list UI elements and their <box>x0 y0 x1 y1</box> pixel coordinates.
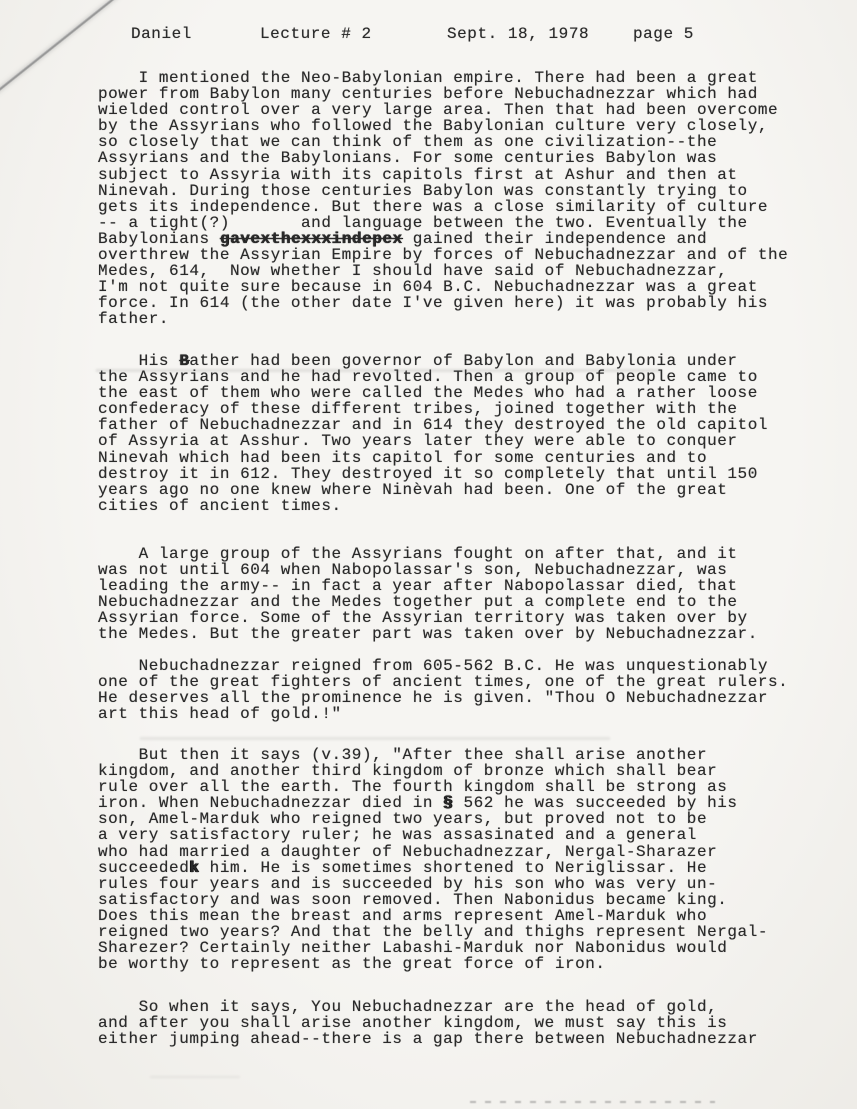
text-line: the Medes. But the greater part was taken over by Nebuchadnezzar. <box>98 625 758 644</box>
text-line: father of Nebuchadnezzar and in 614 they destroyed the old capitol <box>98 416 769 435</box>
text-line: by the Assyrians who followed the Babylonian culture very closely, <box>98 117 769 136</box>
scan-artifact-smudge <box>96 369 661 372</box>
text-line: a very satisfactory ruler; he was assasinated and a general <box>98 826 697 845</box>
text-line: satisfactory and was soon removed. Then Nabonidus became king. <box>98 890 728 909</box>
text-line: Sharezer? Certainly neither Labashi-Marduk nor Nabonidus would <box>98 939 728 958</box>
text-line: Ninevah which had been its capitol for some centuries and to <box>98 448 708 467</box>
text-line: -- a tight(?) and language between the two. Eventually the <box>98 213 748 232</box>
text-line: rules four years and is succeeded by his son who was very un- <box>98 874 718 893</box>
text-line: iron. When Nebuchadnezzar died in § 562 he was succeeded by his <box>98 794 738 813</box>
text-line: so closely that we can think of them as one civilization--the <box>98 133 718 152</box>
text-line: overthrew the Assyrian Empire by forces of Nebuchadnezzar and of the <box>98 246 789 265</box>
paragraph <box>98 658 788 722</box>
header-lecture-number: Lecture # 2 <box>260 25 372 43</box>
text-line: confederacy of these different tribes, joined together with the <box>98 400 738 419</box>
text-line: Assyrians and the Babylonians. For some centuries Babylon was <box>98 149 718 168</box>
text-line: cities of ancient times. <box>98 496 342 515</box>
text-line: the east of them who were called the Medes who had a rather loose <box>98 384 758 403</box>
text-line: Medes, 614, Now whether I should have said of Nebuchadnezzar, <box>98 262 728 281</box>
text-line: Nebuchadnezzar and the Medes together put a complete end to the <box>98 593 738 612</box>
text-line: I'm not quite sure because in 604 B.C. Nebuchadnezzar was a great <box>98 278 758 297</box>
paragraph <box>98 546 758 643</box>
paragraph <box>98 70 788 328</box>
text-line: power from Babylon many centuries before Nebuchadnezzar which had <box>98 85 758 104</box>
paragraph <box>98 353 768 514</box>
header-course-title: Daniel <box>131 25 192 43</box>
scan-artifact-smudge <box>150 1076 240 1078</box>
text-line: rule over all the earth. The fourth kingdom shall be strong as <box>98 778 728 797</box>
paragraph <box>98 999 758 1047</box>
overstruck-text: B <box>179 352 190 370</box>
text-line: wielded control over a very large area. Then that had been overcome <box>98 101 779 120</box>
text-line: force. In 614 (the other date I've given here) it was probably his <box>98 294 769 313</box>
text-line: son, Amel-Marduk who reigned two years, but proved not to be <box>98 810 708 829</box>
header-page-number: page 5 <box>633 25 694 43</box>
text-line: and after you shall arise another kingdom, we must say this is <box>98 1014 728 1033</box>
text-line: Assyrian force. Some of the Assyrian territory was taken over by <box>98 609 748 628</box>
text-line: father. <box>98 310 170 329</box>
text-line: reigned two years? And that the belly and thighs represent Nergal- <box>98 923 769 942</box>
text-line: subject to Assyria with its capitols first at Ashur and then at <box>98 165 738 184</box>
text-line: Ninevah. During those centuries Babylon was constantly trying to <box>98 181 748 200</box>
scan-artifact-bottom-dots <box>470 1101 715 1103</box>
typed-over-blot: § <box>443 794 454 813</box>
text-line: leading the army-- in fact a year after Nabopolassar died, that <box>98 577 738 596</box>
overstruck-text: gavexthexxxindepex <box>219 229 403 248</box>
text-line: His Bather had been governor of Babylon and Babylonia under <box>98 352 738 370</box>
text-line: Does this mean the breast and arms represent Amel-Marduk who <box>98 906 708 925</box>
typed-over-blot: k <box>189 858 200 877</box>
text-line: one of the great fighters of ancient times, one of the great rulers. <box>98 673 789 692</box>
paragraph <box>98 747 768 972</box>
text-line: destroy it in 612. They destroyed it so completely that until 150 <box>98 464 758 483</box>
text-line: art this head of gold.!" <box>98 705 342 724</box>
scan-artifact-smudge <box>140 737 610 740</box>
text-line: succeededk him. He is sometimes shortened to Neriglissar. He <box>98 858 708 877</box>
text-line: He deserves all the prominence he is given. "Thou O Nebuchadnezzar <box>98 689 769 708</box>
text-line: years ago no one knew where Ninèvah had been. One of the great <box>98 480 728 499</box>
text-line: be worthy to represent as the great force of iron. <box>98 955 606 974</box>
header-date: Sept. 18, 1978 <box>447 25 590 43</box>
text-line: the Assyrians and he had revolted. Then a group of people came to <box>98 368 758 387</box>
text-line: So when it says, You Nebuchadnezzar are the head of gold, <box>98 998 718 1016</box>
text-line: Nebuchadnezzar reigned from 605-562 B.C. He was unquestionably <box>98 657 769 675</box>
text-line: either jumping ahead--there is a gap there between Nebuchadnezzar <box>98 1030 758 1049</box>
text-line: who had married a daughter of Nebuchadnezzar, Nergal-Sharazer <box>98 842 718 861</box>
text-line: of Assyria at Asshur. Two years later they were able to conquer <box>98 432 738 451</box>
text-line: I mentioned the Neo-Babylonian empire. There had been a great <box>98 69 758 87</box>
text-line: A large group of the Assyrians fought on after that, and it <box>98 545 738 563</box>
text-line: gets its independence. But there was a close similarity of culture <box>98 197 769 216</box>
text-line: kingdom, and another third kingdom of bronze which shall bear <box>98 762 718 781</box>
text-line: But then it says (v.39), "After thee shall arise another <box>98 746 708 764</box>
text-line: was not until 604 when Nabopolassar's son, Nebuchadnezzar, was <box>98 561 728 580</box>
text-line: Babylonians gavexthexxxindepex gained their independence and <box>98 229 708 248</box>
